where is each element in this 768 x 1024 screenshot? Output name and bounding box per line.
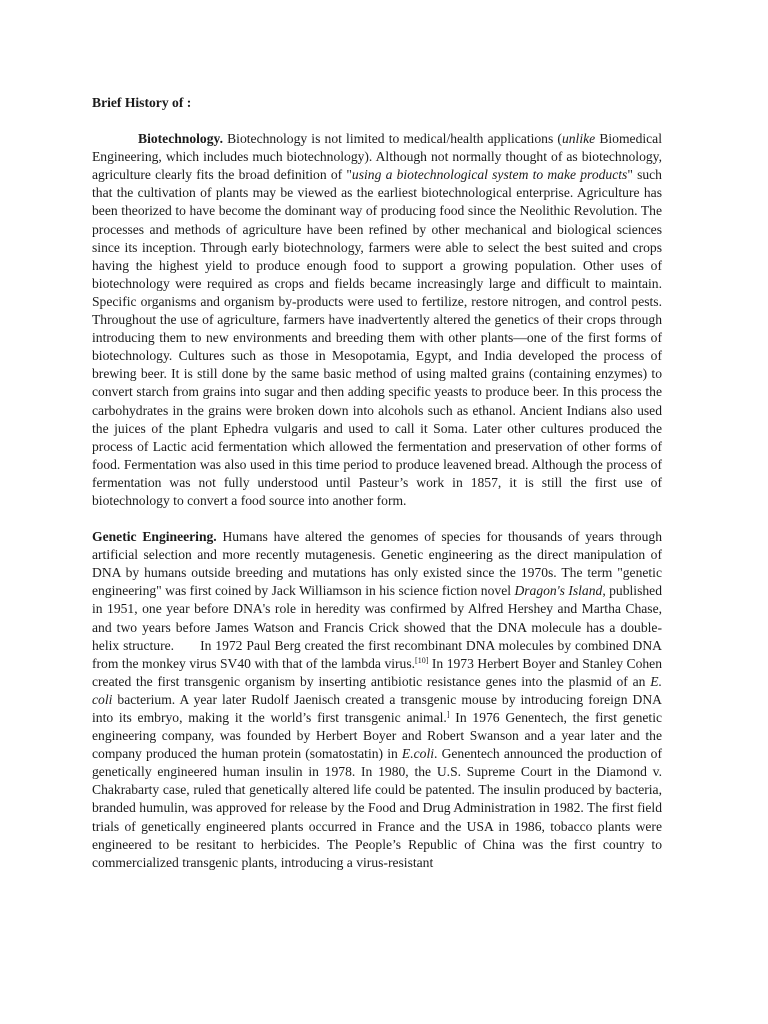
biotechnology-paragraph bbox=[92, 130, 662, 510]
ecoli-term-2: E.coli bbox=[401, 746, 435, 762]
biotechnology-text-2: Biomedical Engineering, which includes much biotechnology). Although not normally thought of as biotechnology, agriculture clearly fits the broad definition of " bbox=[92, 131, 662, 183]
genetic-text-5: bacterium. A year later Rudolf Jaenisch created a transgenic mouse by introducing foreign DNA into its embryo, making it the world’s first transgenic animal. bbox=[92, 691, 662, 725]
ecoli-term-1: E. coli bbox=[92, 673, 662, 707]
genetic-engineering-heading: Genetic Engineering. bbox=[92, 529, 217, 545]
genetic-text-7: . Genentech announced the production of genetically engineered human insulin in 1978. In 1980, the U.S. Supreme Court in the Diamond v. Chakrabarty case, ruled that genetically altered life could be patented. The insulin produced by bacteria, branded humulin, was approved for release by the Food and Drug Administration in 1982. The first field trials of genetically engineered plants occurred in France and the USA in 1986, tobacco plants were engineered to be resitant to herbicides. The People’s Republic of China was the first country to commercialized transgenic plants, introducing a virus-resistant bbox=[92, 746, 662, 870]
unlike-emphasis: unlike bbox=[561, 131, 596, 147]
definition-quote: using a biotechnological system to make products bbox=[351, 167, 628, 183]
genetic-text-2: , published in 1951, one year before DNA's role in heredity was confirmed by Alfred Hershey and Martha Chase, and two years before James Watson and Francis Crick showed that the DNA molecule has a double-helix structure. bbox=[92, 583, 662, 653]
biotechnology-text-1: Biotechnology is not limited to medical/health applications ( bbox=[222, 131, 562, 147]
genetic-text-1: Humans have altered the genomes of species for thousands of years through artificial selection and more recently mutagenesis. Genetic engineering as the direct manipulation of DNA by humans outside breeding and mutations has only existed since the 1970s. The term "genetic engineering" was first coined by Jack Williamson in his science fiction novel bbox=[92, 529, 662, 599]
document-title: Brief History of : bbox=[92, 95, 192, 110]
reference-bracket: ] bbox=[446, 710, 450, 719]
genetic-engineering-paragraph bbox=[92, 528, 662, 872]
biotechnology-heading: Biotechnology. bbox=[138, 131, 223, 147]
novel-title: Dragon's Island bbox=[514, 583, 603, 599]
reference-10: [10] bbox=[415, 655, 429, 665]
genetic-text-3: In 1972 Paul Berg created the first recombinant DNA molecules by combined DNA from the monkey virus SV40 with that of the lambda virus. bbox=[92, 637, 662, 671]
biotechnology-text-3: " such that the cultivation of plants may be viewed as the earliest biotechnological enterprise. Agriculture has been theorized to have become the dominant way of producing food since the Neolithic Revolution. The processes and methods of agriculture have been refined by other mechanical and biological sciences since its inception. Through early biotechnology, farmers were able to select the best suited and crops having the highest yield to produce enough food to support a growing population. Other uses of biotechnology were required as crops and fields became increasingly large and difficult to maintain. Specific organisms and organism by-products were used to fertilize, restore nitrogen, and control pests. Throughout the use of agriculture, farmers have inadvertently altered the genetics of their crops through introducing them to new environments and breeding them with other plants—one of the first forms of biotechnology. Cultures such as those in Mesopotamia, Egypt, and India developed the process of brewing beer. It is still done by the same basic method of using malted grains (containing enzymes) to convert starch from grains into sugar and then adding specific yeasts to produce beer. In this process the carbohydrates in the grains were broken down into alcohols such as ethanol. Ancient Indians also used the juices of the plant Ephedra vulgaris and used to call it Soma. Later other cultures produced the process of Lactic acid fermentation which allowed the fermentation and preservation of other forms of food. Fermentation was also used in this time period to produce leavened bread. Although the process of fermentation was not fully understood until Pasteur’s work in 1857, it is still the first use of biotechnology to convert a food source into another form. bbox=[92, 167, 662, 508]
genetic-text-6: In 1976 Genentech, the first genetic engineering company, was founded by Herbert Boyer and Robert Swanson and a year later and the company produced the human protein (somatostatin) in bbox=[92, 710, 662, 762]
genetic-text-4: In 1973 Herbert Boyer and Stanley Cohen created the first transgenic organism by inserting antibiotic resistance genes into the plasmid of an bbox=[92, 655, 662, 689]
